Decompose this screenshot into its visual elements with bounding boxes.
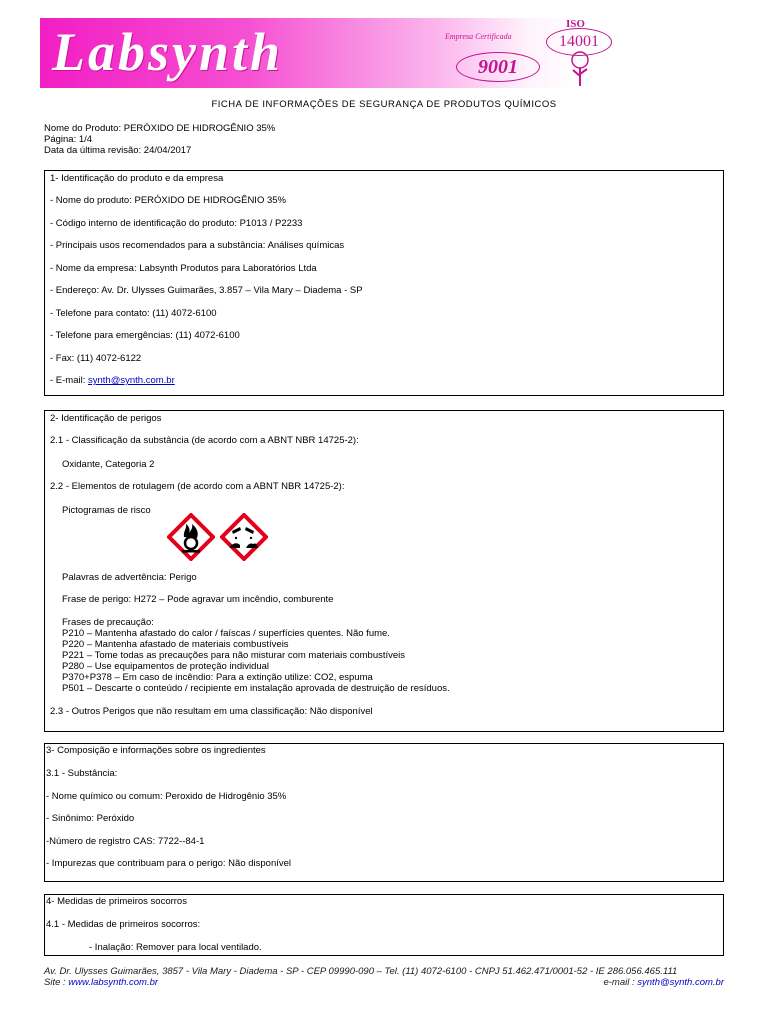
section-4-first-aid: [44, 894, 724, 956]
inhalation-measure: - Inalação: Remover para local ventilado.: [89, 942, 262, 953]
page-footer: [44, 966, 724, 988]
site-label: Site :: [44, 977, 69, 988]
section-3-heading: 3- Composição e informações sobre os ingredientes: [46, 745, 266, 756]
certified-company-text: Empresa Certificada: [445, 32, 512, 41]
email-line: [50, 375, 175, 386]
cas-number: -Número de registro CAS: 7722--84-1: [46, 836, 205, 847]
section-1-heading: 1- Identificação do produto e da empresa: [50, 173, 224, 184]
section-3-composition: [44, 743, 724, 882]
iso-14001-seal: 14001: [546, 28, 612, 56]
footer-email-link[interactable]: synth@synth.com.br: [637, 977, 724, 988]
page-number: Página: 1/4: [44, 134, 93, 145]
tree-logo-icon: [560, 48, 600, 88]
first-aid-title: 4.1 - Medidas de primeiros socorros:: [46, 919, 201, 930]
synonym: - Sinônimo: Peróxido: [46, 813, 135, 824]
product-meta: [44, 123, 275, 156]
company-address: - Endereço: Av. Dr. Ulysses Guimarães, 3.857 – Vila Mary – Diadema - SP: [50, 285, 363, 296]
revision-date: Data da última revisão: 24/04/2017: [44, 145, 192, 156]
other-hazards: 2.3 - Outros Perigos que não resultam em uma classificação: Não disponível: [50, 706, 373, 717]
substance-title: 3.1 - Substância:: [46, 768, 118, 779]
product-name: - Nome do produto: PERÓXIDO DE HIDROGÊNIO 35%: [50, 195, 286, 206]
footer-email-label: e-mail :: [603, 977, 638, 988]
email-link[interactable]: synth@synth.com.br: [88, 375, 175, 386]
pictograms-label: Pictogramas de risco: [62, 505, 151, 516]
classification-title: 2.1 - Classificação da substância (de acordo com a ABNT NBR 14725-2):: [50, 435, 359, 446]
internal-code: - Código interno de identificação do produto: P1013 / P2233: [50, 218, 303, 229]
site-link[interactable]: www.labsynth.com.br: [68, 977, 159, 988]
email-label: - E-mail:: [50, 375, 88, 386]
impurities: - Impurezas que contribuam para o perigo: Não disponível: [46, 858, 292, 869]
chemical-name: - Nome químico ou comum: Peroxido de Hidrogênio 35%: [46, 791, 287, 802]
iso-9001-seal: 9001: [456, 52, 540, 82]
brand-logo: Labsynth: [52, 22, 284, 82]
section-1-identification: [44, 170, 724, 396]
iso-label: ISO: [566, 18, 585, 30]
classification-value: Oxidante, Categoria 2: [62, 459, 155, 470]
company-name: - Nome da empresa: Labsynth Produtos para Laboratórios Ltda: [50, 263, 317, 274]
hazard-statement: Frase de perigo: H272 – Pode agravar um incêndio, comburente: [62, 594, 334, 605]
product-name-line: Nome do Produto: PERÓXIDO DE HIDROGÊNIO 35%: [44, 123, 276, 134]
fax-number: - Fax: (11) 4072-6122: [50, 353, 142, 364]
section-4-heading: 4- Medidas de primeiros socorros: [46, 896, 187, 907]
corrosion-icon: [220, 513, 268, 561]
precaution-p210: P210 – Mantenha afastado do calor / faíscas / superfícies quentes. Não fume.: [62, 628, 390, 639]
footer-address: Av. Dr. Ulysses Guimarães, 3857 - Vila Mary - Diadema - SP - CEP 09990-090 – Tel. (11) 4072-6100 - CNPJ 51.462.471/0001-52 - IE 286.056.465.111: [44, 966, 678, 977]
flame-over-circle-icon: [167, 513, 215, 561]
document-title: FICHA DE INFORMAÇÕES DE SEGURANÇA DE PRODUTOS QUÍMICOS: [211, 99, 557, 110]
precaution-p220: P220 – Mantenha afastado de materiais combustíveis: [62, 639, 289, 650]
emergency-phone: - Telefone para emergências: (11) 4072-6100: [50, 330, 240, 341]
footer-site: [44, 977, 158, 988]
header-banner: [40, 18, 720, 88]
precaution-title: Frases de precaução:: [62, 617, 154, 628]
precaution-p370-p378: P370+P378 – Em caso de incêndio: Para a extinção utilize: CO2, espuma: [62, 672, 373, 683]
signal-word: Palavras de advertência: Perigo: [62, 572, 197, 583]
recommended-uses: - Principais usos recomendados para a substância: Análises químicas: [50, 240, 345, 251]
footer-email: [603, 977, 724, 988]
section-2-heading: 2- Identificação de perigos: [50, 413, 162, 424]
precaution-p501: P501 – Descarte o conteúdo / recipiente em instalação aprovada de destruição de resíduos.: [62, 683, 450, 694]
labeling-title: 2.2 - Elementos de rotulagem (de acordo com a ABNT NBR 14725-2):: [50, 481, 345, 492]
precaution-p221: P221 – Tome todas as precauções para não misturar com materiais combustíveis: [62, 650, 406, 661]
section-2-hazards: [44, 410, 724, 732]
contact-phone: - Telefone para contato: (11) 4072-6100: [50, 308, 217, 319]
precaution-p280: P280 – Use equipamentos de proteção individual: [62, 661, 270, 672]
